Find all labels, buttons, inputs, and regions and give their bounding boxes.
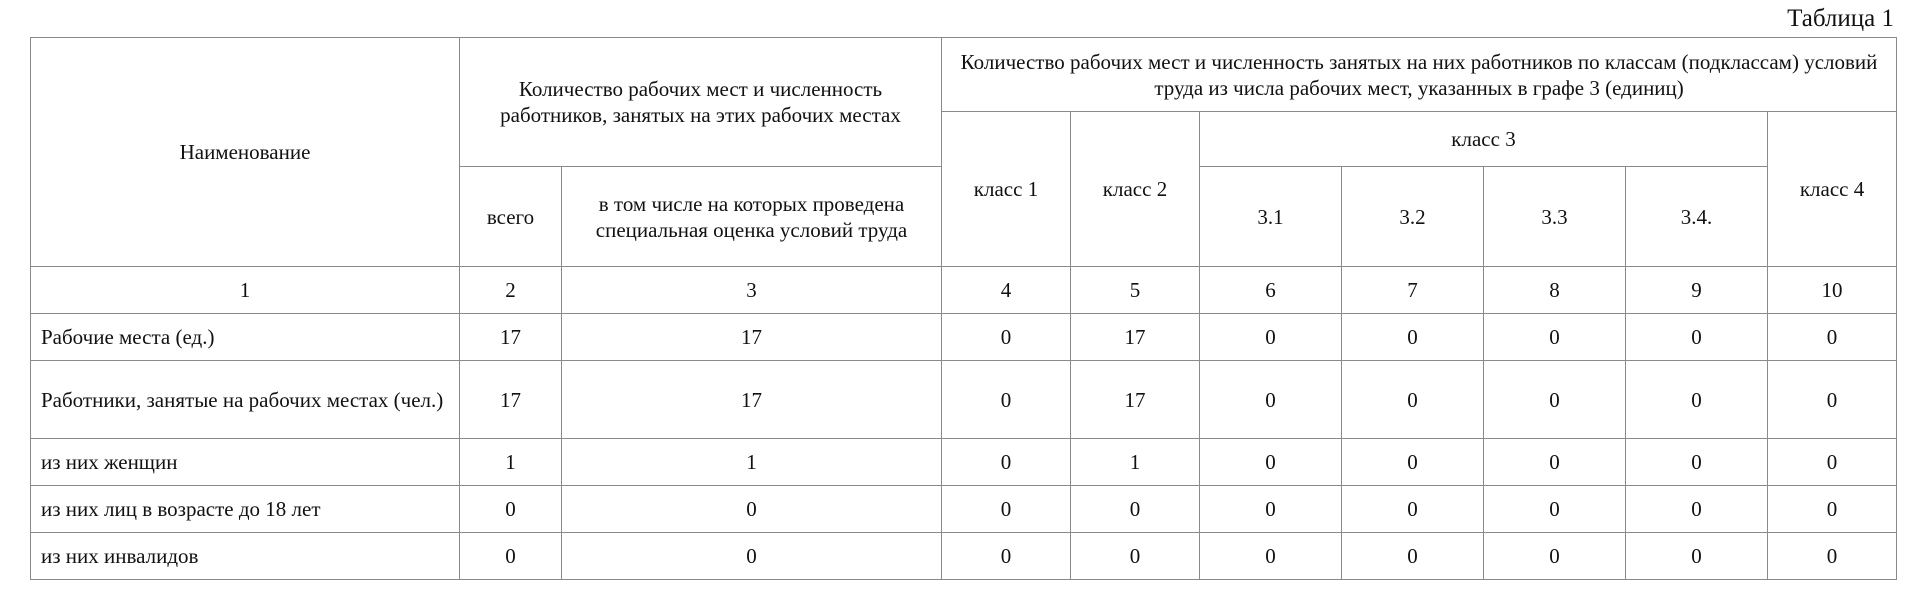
table-caption: Таблица 1 (1787, 5, 1894, 32)
column-number: 4 (942, 267, 1071, 314)
cell-value: 0 (1342, 533, 1484, 580)
cell-value: 0 (1484, 439, 1626, 486)
table-row (31, 314, 1897, 361)
header-class-4: класс 4 (1768, 112, 1897, 267)
cell-value: 0 (1200, 533, 1342, 580)
header-subclass-3-1: 3.1 (1200, 167, 1342, 267)
cell-value: 0 (1768, 439, 1897, 486)
row-name: Работники, занятые на рабочих местах (чел.) (31, 361, 460, 439)
header-group-classes: Количество рабочих мест и численность занятых на них работников по классам (подклассам) условий труда из числа рабочих мест, указанных в графе 3 (единиц) (942, 38, 1897, 112)
column-number: 8 (1484, 267, 1626, 314)
working-conditions-table (30, 37, 1897, 580)
cell-value: 0 (1071, 486, 1200, 533)
cell-value: 0 (1768, 533, 1897, 580)
cell-value: 0 (1626, 533, 1768, 580)
column-number-row (31, 267, 1897, 314)
table-row (31, 439, 1897, 486)
cell-value: 0 (1484, 533, 1626, 580)
table-row (31, 361, 1897, 439)
cell-value: 0 (1200, 439, 1342, 486)
cell-value: 0 (1484, 314, 1626, 361)
cell-value: 0 (1342, 439, 1484, 486)
cell-value: 17 (562, 361, 942, 439)
row-name: Рабочие места (ед.) (31, 314, 460, 361)
cell-value: 1 (460, 439, 562, 486)
cell-value: 0 (1484, 486, 1626, 533)
column-number: 3 (562, 267, 942, 314)
table-row (31, 486, 1897, 533)
cell-value: 0 (942, 361, 1071, 439)
cell-value: 0 (1768, 361, 1897, 439)
table-row (31, 533, 1897, 580)
header-subclass-3-2: 3.2 (1342, 167, 1484, 267)
cell-value: 0 (1484, 361, 1626, 439)
cell-value: 17 (460, 314, 562, 361)
cell-value: 1 (1071, 439, 1200, 486)
cell-value: 0 (562, 486, 942, 533)
cell-value: 0 (1200, 486, 1342, 533)
cell-value: 0 (1200, 314, 1342, 361)
header-group-workplaces: Количество рабочих мест и численность работников, занятых на этих рабочих местах (460, 38, 942, 167)
column-number: 6 (1200, 267, 1342, 314)
table-body (31, 267, 1897, 580)
header-assessed: в том числе на которых проведена специальная оценка условий труда (562, 167, 942, 267)
header-subclass-3-3: 3.3 (1484, 167, 1626, 267)
cell-value: 0 (1342, 486, 1484, 533)
column-number: 9 (1626, 267, 1768, 314)
header-name: Наименование (31, 38, 460, 267)
cell-value: 0 (562, 533, 942, 580)
cell-value: 0 (942, 439, 1071, 486)
cell-value: 17 (1071, 361, 1200, 439)
cell-value: 0 (460, 533, 562, 580)
cell-value: 0 (1626, 486, 1768, 533)
cell-value: 0 (942, 486, 1071, 533)
table-header (31, 38, 1897, 267)
cell-value: 17 (562, 314, 942, 361)
column-number: 7 (1342, 267, 1484, 314)
cell-value: 0 (1768, 314, 1897, 361)
cell-value: 0 (942, 314, 1071, 361)
cell-value: 17 (1071, 314, 1200, 361)
cell-value: 0 (1342, 361, 1484, 439)
cell-value: 0 (460, 486, 562, 533)
column-number: 1 (31, 267, 460, 314)
cell-value: 0 (1626, 314, 1768, 361)
header-class-2: класс 2 (1071, 112, 1200, 267)
row-name: из них лиц в возрасте до 18 лет (31, 486, 460, 533)
cell-value: 0 (1071, 533, 1200, 580)
cell-value: 0 (1626, 439, 1768, 486)
column-number: 10 (1768, 267, 1897, 314)
cell-value: 17 (460, 361, 562, 439)
header-class-3: класс 3 (1200, 112, 1768, 167)
header-subclass-3-4: 3.4. (1626, 167, 1768, 267)
row-name: из них женщин (31, 439, 460, 486)
cell-value: 0 (1342, 314, 1484, 361)
column-number: 5 (1071, 267, 1200, 314)
cell-value: 0 (1626, 361, 1768, 439)
cell-value: 1 (562, 439, 942, 486)
cell-value: 0 (1200, 361, 1342, 439)
cell-value: 0 (942, 533, 1071, 580)
row-name: из них инвалидов (31, 533, 460, 580)
header-total: всего (460, 167, 562, 267)
cell-value: 0 (1768, 486, 1897, 533)
column-number: 2 (460, 267, 562, 314)
header-class-1: класс 1 (942, 112, 1071, 267)
